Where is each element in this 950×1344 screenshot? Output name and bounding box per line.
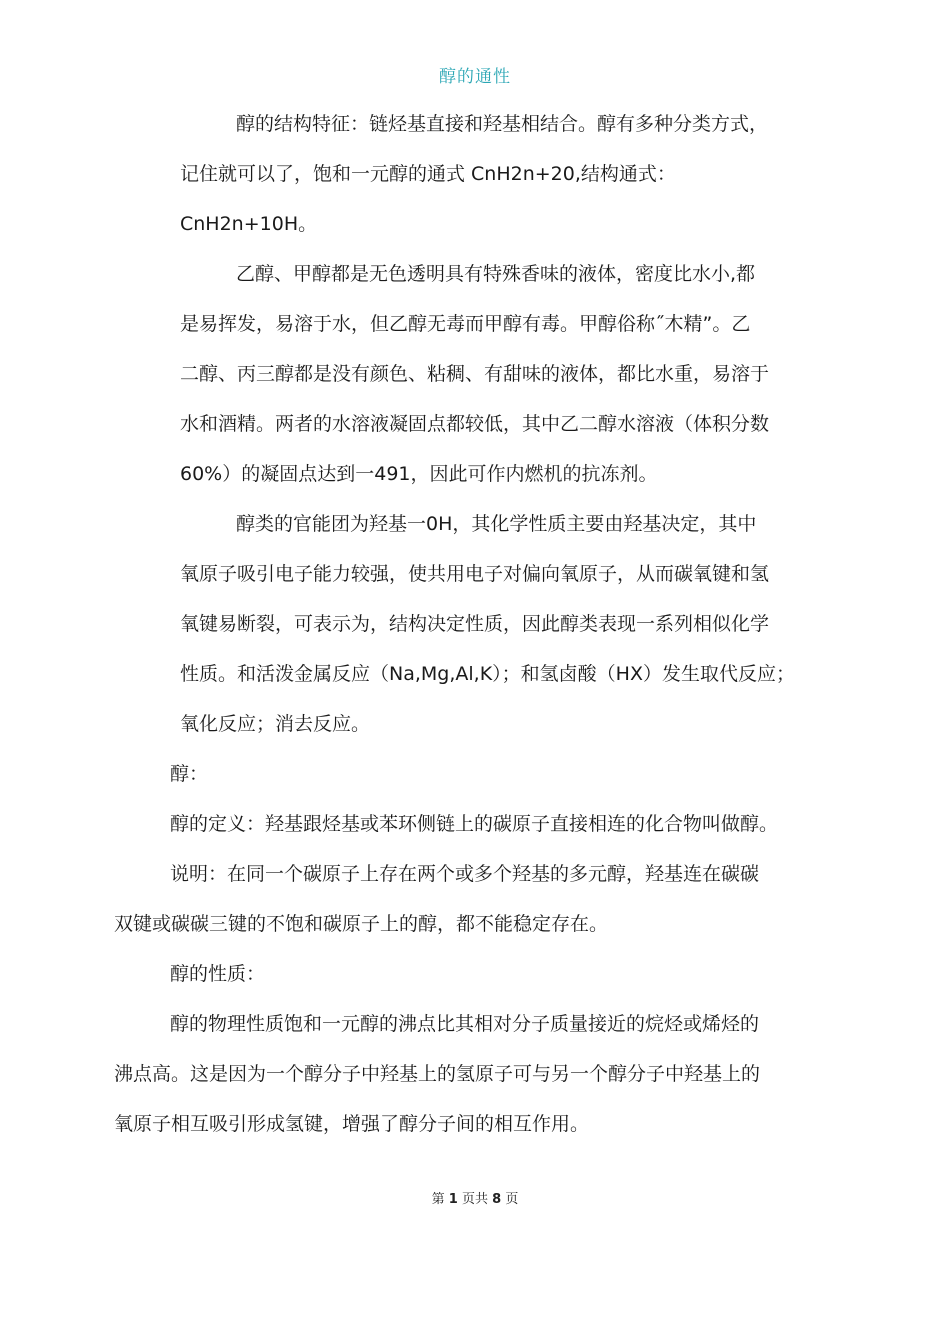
page-footer: [0, 1188, 950, 1207]
paragraph-line: 醇类的官能团为羟基一0H，其化学性质主要由羟基决定，其中: [236, 513, 757, 535]
paragraph-line: 醇的物理性质饱和一元醇的沸点比其相对分子质量接近的烷烃或烯烃的: [170, 1013, 760, 1035]
paragraph-line: 氧原子吸引电子能力较强，使共用电子对偏向氧原子，从而碳氧键和氢: [180, 563, 770, 585]
footer-total-pages: 8: [492, 1192, 502, 1207]
paragraph-line: 性质。和活泼金属反应（Na,Mg,Al,K）；和氢卤酸（HX）发生取代反应；: [180, 663, 795, 685]
section-heading: 醇：: [170, 763, 209, 785]
paragraph-line: 沸点高。这是因为一个醇分子中羟基上的氢原子可与另一个醇分子中羟基上的: [114, 1063, 761, 1085]
paragraph-line: 醇的定义：羟基跟烃基或苯环侧链上的碳原子直接相连的化合物叫做醇。: [170, 813, 779, 835]
paragraph-line: 水和酒精。两者的水溶液凝固点都较低，其中乙二醇水溶液（体积分数: [180, 413, 770, 435]
footer-prefix: 第: [431, 1192, 445, 1207]
paragraph-line: 记住就可以了，饱和一元醇的通式 CnH2n+20,结构通式：: [180, 163, 676, 185]
paragraph-line: CnH2n+10H。: [180, 213, 318, 235]
footer-page-number: 1: [448, 1192, 458, 1207]
paragraph-line: 乙醇、甲醇都是无色透明具有特殊香味的液体，密度比水小,都: [236, 263, 756, 285]
footer-suffix: 页: [505, 1192, 519, 1207]
paragraph-line: 氧原子相互吸引形成氢键，增强了醇分子间的相互作用。: [114, 1113, 590, 1135]
paragraph-line: 醇的结构特征：链烃基直接和羟基相结合。醇有多种分类方式，: [236, 113, 769, 135]
paragraph-line: 60%）的凝固点达到一491，因此可作内燃机的抗冻剂。: [180, 463, 658, 485]
paragraph-line: 说明：在同一个碳原子上存在两个或多个羟基的多元醇，羟基连在碳碳: [170, 863, 760, 885]
paragraph-line: 氧键易断裂，可表示为，结构决定性质，因此醇类表现一系列相似化学: [180, 613, 770, 635]
section-heading: 醇的性质：: [170, 963, 266, 985]
footer-middle: 页共: [461, 1192, 488, 1207]
paragraph-line: 双键或碳碳三键的不饱和碳原子上的醇，都不能稳定存在。: [114, 913, 609, 935]
paragraph-line: 二醇、丙三醇都是没有颜色、粘稠、有甜味的液体，都比水重，易溶于: [180, 363, 770, 385]
paragraph-line: 是易挥发，易溶于水，但乙醇无毒而甲醇有毒。甲醇俗称˝木精”。乙: [180, 313, 751, 335]
page-title: 醇的通性: [439, 67, 511, 87]
paragraph-line: 氧化反应；消去反应。: [180, 713, 371, 735]
